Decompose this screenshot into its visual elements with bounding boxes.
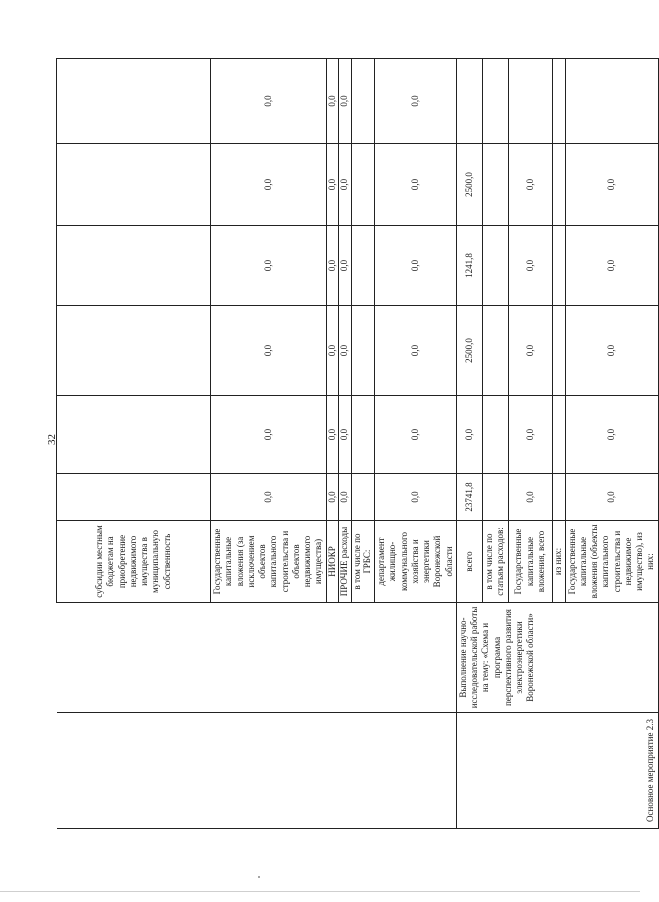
value-cell: 0,0 (508, 474, 552, 521)
value-cell: 0,0 (508, 226, 552, 306)
value-cell: 0,0 (565, 306, 658, 396)
value-cell (508, 59, 552, 144)
table-row (211, 59, 327, 829)
value-cell: 0,0 (375, 396, 457, 474)
rotated-table-container (56, 59, 656, 829)
value-cell: 0,0 (339, 226, 352, 306)
value-cell (352, 474, 375, 521)
value-cell (482, 144, 508, 226)
table-row (57, 59, 211, 829)
table-row (456, 59, 482, 829)
page-number: 32 (46, 434, 58, 445)
value-cell: 0,0 (339, 474, 352, 521)
source-cell: из них: (552, 521, 565, 603)
value-cell: 0,0 (326, 226, 339, 306)
value-cell (552, 59, 565, 144)
value-cell: 0,0 (375, 59, 457, 144)
value-cell (482, 396, 508, 474)
value-cell: 0,0 (565, 226, 658, 306)
value-cell: 0,0 (375, 306, 457, 396)
value-cell (57, 306, 211, 396)
source-cell: Государственные капитальные вложения (объекты капитального строительства и недвижимое имущество), из них: (565, 521, 658, 603)
value-cell: 1241,8 (456, 226, 482, 306)
value-cell (456, 59, 482, 144)
measure-cell (211, 713, 327, 829)
value-cell: 2500,0 (456, 306, 482, 396)
table-row (326, 59, 339, 829)
value-cell: 0,0 (565, 396, 658, 474)
measure-cell (375, 713, 457, 829)
value-cell (482, 474, 508, 521)
value-cell (565, 59, 658, 144)
name-cell (339, 603, 352, 713)
value-cell (57, 226, 211, 306)
value-cell (57, 144, 211, 226)
value-cell: 0,0 (211, 144, 327, 226)
value-cell: 0,0 (326, 474, 339, 521)
value-cell: 0,0 (565, 474, 658, 521)
source-cell: Государственные капитальные вложения (за исключением объектов капитального строительства и объектов недвижимого имущества) (211, 521, 327, 603)
value-cell: 0,0 (508, 396, 552, 474)
value-cell: 0,0 (326, 306, 339, 396)
value-cell: 0,0 (565, 144, 658, 226)
value-cell (352, 306, 375, 396)
value-cell: 0,0 (375, 226, 457, 306)
value-cell (352, 59, 375, 144)
value-cell (552, 226, 565, 306)
value-cell: 0,0 (326, 144, 339, 226)
source-cell: Государственные капитальные вложения, всего (508, 521, 552, 603)
value-cell: 0,0 (211, 306, 327, 396)
name-cell (211, 603, 327, 713)
name-cell (375, 603, 457, 713)
source-cell: субсидии местным бюджетам на приобретение недвижимого имущества в муниципальную собственность (57, 521, 211, 603)
name-cell (352, 603, 375, 713)
value-cell: 2500,0 (456, 144, 482, 226)
table-row (339, 59, 352, 829)
value-cell (352, 396, 375, 474)
source-cell: в том числе по ГРБС: (352, 521, 375, 603)
value-cell (482, 306, 508, 396)
value-cell: 0,0 (456, 396, 482, 474)
value-cell: 0,0 (339, 396, 352, 474)
scan-speck (258, 876, 260, 878)
finance-table (56, 58, 659, 829)
source-cell: ПРОЧИЕ расходы (339, 521, 352, 603)
value-cell (552, 474, 565, 521)
value-cell (57, 59, 211, 144)
value-cell: 0,0 (211, 396, 327, 474)
value-cell (552, 144, 565, 226)
measure-cell (339, 713, 352, 829)
value-cell: 0,0 (211, 226, 327, 306)
name-cell (57, 603, 211, 713)
value-cell: 0,0 (375, 144, 457, 226)
value-cell: 0,0 (211, 474, 327, 521)
source-cell: всего (456, 521, 482, 603)
value-cell: 0,0 (211, 59, 327, 144)
measure-cell (352, 713, 375, 829)
value-cell: 0,0 (339, 144, 352, 226)
value-cell: 0,0 (326, 59, 339, 144)
value-cell (352, 226, 375, 306)
value-cell: 0,0 (326, 396, 339, 474)
measure-cell: Основное мероприятие 2.3 (456, 713, 658, 829)
value-cell (552, 396, 565, 474)
value-cell: 23741,8 (456, 474, 482, 521)
measure-cell (57, 713, 211, 829)
table-row (375, 59, 457, 829)
source-cell: департамент жилищно-коммунального хозяйства и энергетики Воронежской области (375, 521, 457, 603)
value-cell (57, 396, 211, 474)
value-cell (57, 474, 211, 521)
name-cell: Выполнение научно-исследовательской работы на тему: «Схема и программа перспективного развития электроэнергетики Воронежской области» (456, 603, 658, 713)
value-cell (482, 59, 508, 144)
source-cell: НИОКР (326, 521, 339, 603)
value-cell (552, 306, 565, 396)
table-row (352, 59, 375, 829)
value-cell: 0,0 (508, 144, 552, 226)
value-cell (482, 226, 508, 306)
value-cell: 0,0 (508, 306, 552, 396)
value-cell: 0,0 (375, 474, 457, 521)
measure-cell (326, 713, 339, 829)
value-cell (352, 144, 375, 226)
value-cell: 0,0 (339, 306, 352, 396)
scan-edge-line (0, 891, 640, 892)
value-cell: 0,0 (339, 59, 352, 144)
name-cell (326, 603, 339, 713)
source-cell: в том числе по статьям расходов: (482, 521, 508, 603)
